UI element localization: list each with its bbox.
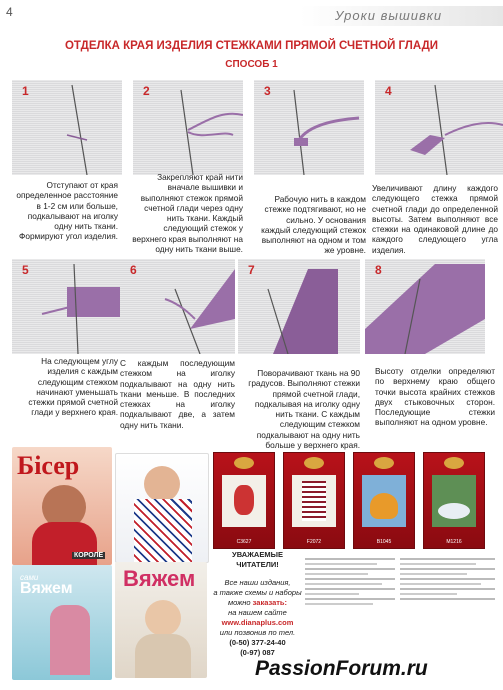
step-number-1: 1: [22, 84, 29, 98]
step-caption-3: Рабочую нить в каждом стежке подтягивают, но не сильно. У основания каждый следующий стежок выполняют на одном и том же уровне.: [261, 194, 366, 256]
step-number-8: 8: [375, 263, 382, 277]
step-caption-6: С каждым последующим стежком на иголку подкалывают на одну нить ткани меньше. В последних стежках на иголку подкалывают две, а затем одну нить ткани.: [120, 358, 235, 430]
article-title: ОТДЕЛКА КРАЯ ИЗДЕЛИЯ СТЕЖКАМИ ПРЯМОЙ СЧЕТНОЙ ГЛАДИ: [64, 40, 439, 52]
magazine-cover-biser: [12, 447, 112, 565]
step-number-7: 7: [248, 263, 255, 277]
magazine-title-biser: Бісер: [17, 451, 80, 480]
magazine-badge: КОРОЛЕ: [74, 552, 104, 559]
product-code: B1045: [376, 539, 392, 545]
step-caption-5: На следующем углу изделия с каждым следующим стежком начинают уменьшать стежки прямой счетной глади у верхнего края.: [28, 356, 118, 418]
step-caption-1: Отступают от края определенное расстояние в 1-2 см или больше, подкалывают на иголку одну нить ткани. Формируют угол изделия.: [16, 180, 118, 242]
step-number-6: 6: [130, 263, 137, 277]
step-caption-8: Высоту отделки определяют по верхнему краю общего точки высота крайних стежков двух стыковочных сторон. Последующие стежки выполняют на одном уровне.: [375, 366, 495, 428]
step-caption-4: Увеличивают длину каждого следующего стежка прямой счетной глади до определенной высоты. Затем выполняют все стежки на одинаковой длине до каждого следующего угла изделия.: [372, 183, 498, 255]
step-photo-8: [365, 259, 485, 354]
step-number-2: 2: [143, 84, 150, 98]
product-card-4[interactable]: [423, 452, 485, 549]
model-photo-2: [144, 466, 180, 502]
promo-block: [210, 550, 305, 658]
knit-sweater: [135, 634, 191, 678]
section-title: Уроки вышивки: [335, 8, 443, 23]
step-photo-7: [238, 259, 360, 354]
pattern-image: [292, 475, 336, 527]
promo-line-3: можно: [227, 598, 251, 607]
product-card-2[interactable]: [283, 452, 345, 549]
magazine-cover-embroidery: [115, 453, 209, 563]
promo-line-5: или позвонив по тел.: [219, 628, 296, 637]
watermark: PassionForum.ru: [255, 657, 428, 680]
promo-line-2: а также схемы и наборы: [213, 588, 302, 597]
product-card-1[interactable]: [213, 452, 275, 549]
brand-logo: [444, 457, 464, 469]
product-code: C3627: [236, 539, 252, 545]
step-caption-2: Закрепляют край нити вначале вышивки и выполняют стежок прямой счетной глади через одну нить ткани. Каждый следующий стежок у верхнего края выполняют на одну нить ткани выше.: [132, 172, 243, 255]
model-photo-3: [145, 600, 181, 636]
magazine-title-vyazhem-2: Вяжем: [123, 566, 196, 591]
step-photo-6: [120, 259, 235, 354]
promo-website-link[interactable]: www.dianaplus.com: [221, 618, 294, 627]
step-number-5: 5: [22, 263, 29, 277]
brand-logo: [234, 457, 254, 469]
brand-logo: [374, 457, 394, 469]
imprint-column-2: [400, 555, 495, 650]
pattern-image: [222, 475, 266, 527]
step-number-4: 4: [385, 84, 392, 98]
product-card-3[interactable]: [353, 452, 415, 549]
child-photo: [50, 605, 90, 675]
promo-line-4: на нашем сайте: [228, 608, 287, 617]
product-code: F2072: [306, 539, 322, 545]
magazine-title-vyazhem-1: Вяжем: [20, 580, 73, 597]
promo-heading: УВАЖАЕМЫЕ ЧИТАТЕЛИ!: [232, 550, 283, 569]
step-caption-7: Поворачивают ткань на 90 градусов. Выполняют стежки прямой счетной глади, подкалывая на иголку одну нить ткани. С каждым следующим стежком подкалывают на одну нить больше у верхнего края.: [248, 368, 360, 451]
embroidered-shirt: [134, 499, 192, 562]
promo-line-1: Все наши издания,: [224, 578, 291, 587]
article-subtitle: СПОСОБ 1: [225, 59, 278, 70]
product-code: M1216: [446, 539, 462, 545]
step-number-3: 3: [264, 84, 271, 98]
magazine-cover-vyazhem: [115, 562, 207, 678]
page-number: 4: [6, 5, 13, 19]
promo-order: заказать:: [252, 598, 288, 607]
promo-phone-2[interactable]: (0-97) 087: [240, 648, 275, 657]
pattern-image: [362, 475, 406, 527]
magazine-cover-vyazhem-sami: [12, 565, 112, 680]
pattern-image: [432, 475, 476, 527]
brand-logo: [304, 457, 324, 469]
imprint-column-1: [305, 555, 395, 655]
magazine-subtitle: сами: [20, 573, 39, 582]
step-photo-4: [375, 80, 503, 175]
promo-phone-1[interactable]: (0-50) 377-24-40: [229, 638, 286, 647]
